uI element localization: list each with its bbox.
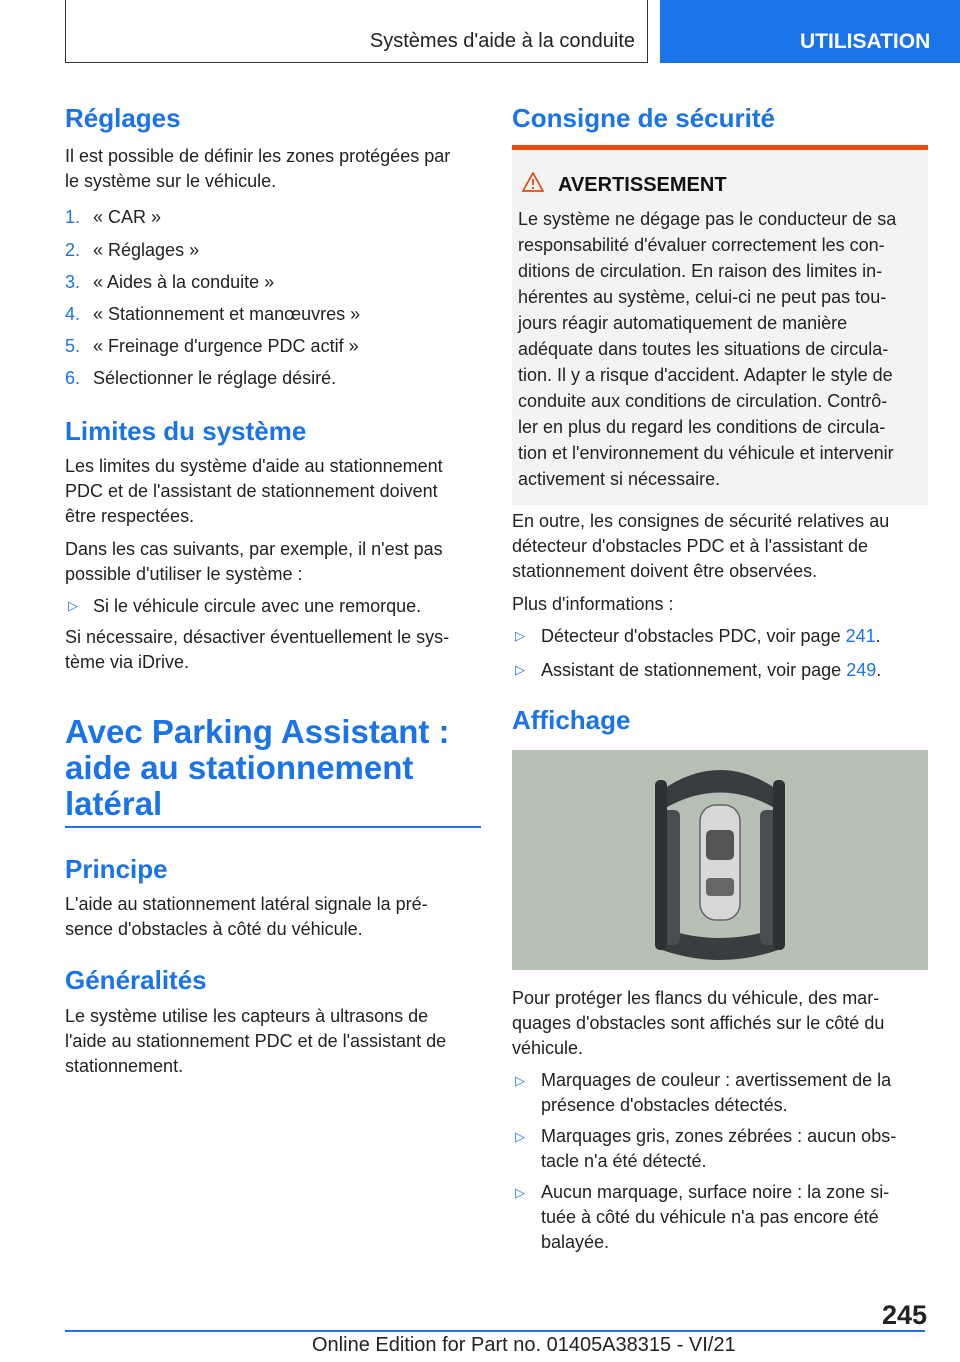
outre-line: détecteur d'obstacles PDC et à l'assistant de xyxy=(512,536,869,556)
ref-end: . xyxy=(876,660,882,680)
limites-p2-1: Dans les cas suivants, par exemple, il n'est pas xyxy=(65,539,443,559)
generalites-p-3: stationnement. xyxy=(65,1056,184,1076)
warning-line: tion. Il y a risque d'accident. Adapter le style de xyxy=(518,365,893,385)
limites-bullet: Si le véhicule circule avec une remorque. xyxy=(93,596,422,616)
step-text: « Aides à la conduite » xyxy=(93,272,275,292)
principe-p-2: sence d'obstacles à côté du véhicule. xyxy=(65,919,363,939)
page-link-249[interactable]: 249 xyxy=(846,660,877,680)
affichage-bullet-line: Aucun marquage, surface noire : la zone si- xyxy=(541,1182,890,1202)
warning-line: ler en plus du regard les conditions de circula- xyxy=(518,417,886,437)
outre-line: En outre, les consignes de sécurité relatives au xyxy=(512,511,890,531)
step-text: « CAR » xyxy=(93,207,162,227)
triangle-right-icon: ▷ xyxy=(515,628,525,643)
generalites-p-1: Le système utilise les capteurs à ultrasons de xyxy=(65,1006,429,1026)
warning-box xyxy=(512,145,928,505)
affichage-bullet-line: Marquages gris, zones zébrées : aucun obs- xyxy=(541,1126,897,1146)
chapter-title-3: latéral xyxy=(65,785,163,822)
step-number: 3. xyxy=(65,272,81,292)
header-tab[interactable] xyxy=(660,0,960,63)
header-box xyxy=(65,0,648,63)
generalites-p-2: l'aide au stationnement PDC et de l'assistant de xyxy=(65,1031,447,1051)
principe-title: Principe xyxy=(65,854,168,884)
warning-line: hérentes au système, celui-ci ne peut pas tou- xyxy=(518,287,887,307)
affichage-bullet-line: balayée. xyxy=(541,1232,610,1252)
principe-p-1: L'aide au stationnement latéral signale la pré- xyxy=(65,894,428,914)
warning-line: jours réagir automatiquement de manière xyxy=(518,313,848,333)
footer-rule xyxy=(65,1330,925,1332)
reglages-intro-2: le système sur le véhicule. xyxy=(65,171,277,191)
affichage-title: Affichage xyxy=(512,705,631,735)
outre-line: stationnement doivent être observées. xyxy=(512,561,818,581)
generalites-title: Généralités xyxy=(65,965,207,995)
limites-p1-1: Les limites du système d'aide au stationnement xyxy=(65,456,443,476)
car-top-view-icon xyxy=(512,750,928,970)
warning-triangle-icon xyxy=(522,172,544,192)
consigne-title: Consigne de sécurité xyxy=(512,103,775,133)
step-text: « Stationnement et manœuvres » xyxy=(93,304,361,324)
affichage-bullet-line: présence d'obstacles détectés. xyxy=(541,1095,788,1115)
warning-line: tion et l'environnement du véhicule et intervenir xyxy=(518,443,894,463)
affichage-p: véhicule. xyxy=(512,1038,584,1058)
footer-edition: Online Edition for Part no. 01405A38315 - VI/21 xyxy=(312,1334,736,1356)
ref-text: Détecteur d'obstacles PDC, voir page xyxy=(541,626,846,646)
ref-text: Assistant de stationnement, voir page xyxy=(541,660,847,680)
step-number: 5. xyxy=(65,336,81,356)
limites-p1-3: être respectées. xyxy=(65,506,195,526)
reglages-intro-1: Il est possible de définir les zones protégées par xyxy=(65,146,451,166)
step-text: « Freinage d'urgence PDC actif » xyxy=(93,336,359,356)
triangle-right-icon: ▷ xyxy=(515,1185,525,1200)
warning-line: ditions de circulation. En raison des limites in- xyxy=(518,261,883,281)
ref-end: . xyxy=(875,626,881,646)
parking-display-image xyxy=(512,750,928,970)
step-text: « Réglages » xyxy=(93,240,200,260)
limites-p3-1: Si nécessaire, désactiver éventuellement le sys- xyxy=(65,627,450,647)
warning-label: AVERTISSEMENT xyxy=(558,174,727,196)
page-number: 245 xyxy=(882,1300,928,1330)
triangle-right-icon: ▷ xyxy=(515,1129,525,1144)
affichage-bullet-line: tacle n'a été détecté. xyxy=(541,1151,707,1171)
page-link-241[interactable]: 241 xyxy=(845,626,876,646)
step-text: Sélectionner le réglage désiré. xyxy=(93,368,337,388)
step-number: 6. xyxy=(65,368,81,388)
limites-title: Limites du système xyxy=(65,416,307,446)
affichage-p: Pour protéger les flancs du véhicule, des mar- xyxy=(512,988,880,1008)
warning-line: conduite aux conditions de circulation. Contrô- xyxy=(518,391,888,411)
warning-line: Le système ne dégage pas le conducteur de sa xyxy=(518,209,897,229)
ref-pdc xyxy=(541,623,881,649)
step-number: 1. xyxy=(65,207,81,227)
affichage-bullet-line: tuée à côté du véhicule n'a pas encore été xyxy=(541,1207,879,1227)
reglages-title: Réglages xyxy=(65,103,181,133)
limites-p1-2: PDC et de l'assistant de stationnement doivent xyxy=(65,481,438,501)
header-section-title: Systèmes d'aide à la conduite xyxy=(369,30,635,52)
step-number: 4. xyxy=(65,304,81,324)
warning-line: responsabilité d'évaluer correctement les con- xyxy=(518,235,885,255)
warning-line: adéquate dans toutes les situations de circula- xyxy=(518,339,889,359)
triangle-right-icon: ▷ xyxy=(515,662,525,677)
triangle-right-icon: ▷ xyxy=(515,1073,525,1088)
triangle-right-icon: ▷ xyxy=(68,598,78,613)
header-tab-label: UTILISATION xyxy=(800,30,931,53)
ref-assistant xyxy=(541,657,881,683)
chapter-title-2: aide au stationnement xyxy=(65,749,414,786)
step-number: 2. xyxy=(65,240,81,260)
affichage-bullet-line: Marquages de couleur : avertissement de la xyxy=(541,1070,892,1090)
limites-p2-2: possible d'utiliser le système : xyxy=(65,564,303,584)
limites-p3-2: tème via iDrive. xyxy=(65,652,190,672)
chapter-title-1: Avec Parking Assistant : xyxy=(65,713,450,750)
affichage-p: quages d'obstacles sont affichés sur le côté du xyxy=(512,1013,885,1033)
warning-line: activement si nécessaire. xyxy=(518,469,721,489)
chapter-rule xyxy=(65,826,481,828)
plus-info: Plus d'informations : xyxy=(512,594,674,614)
